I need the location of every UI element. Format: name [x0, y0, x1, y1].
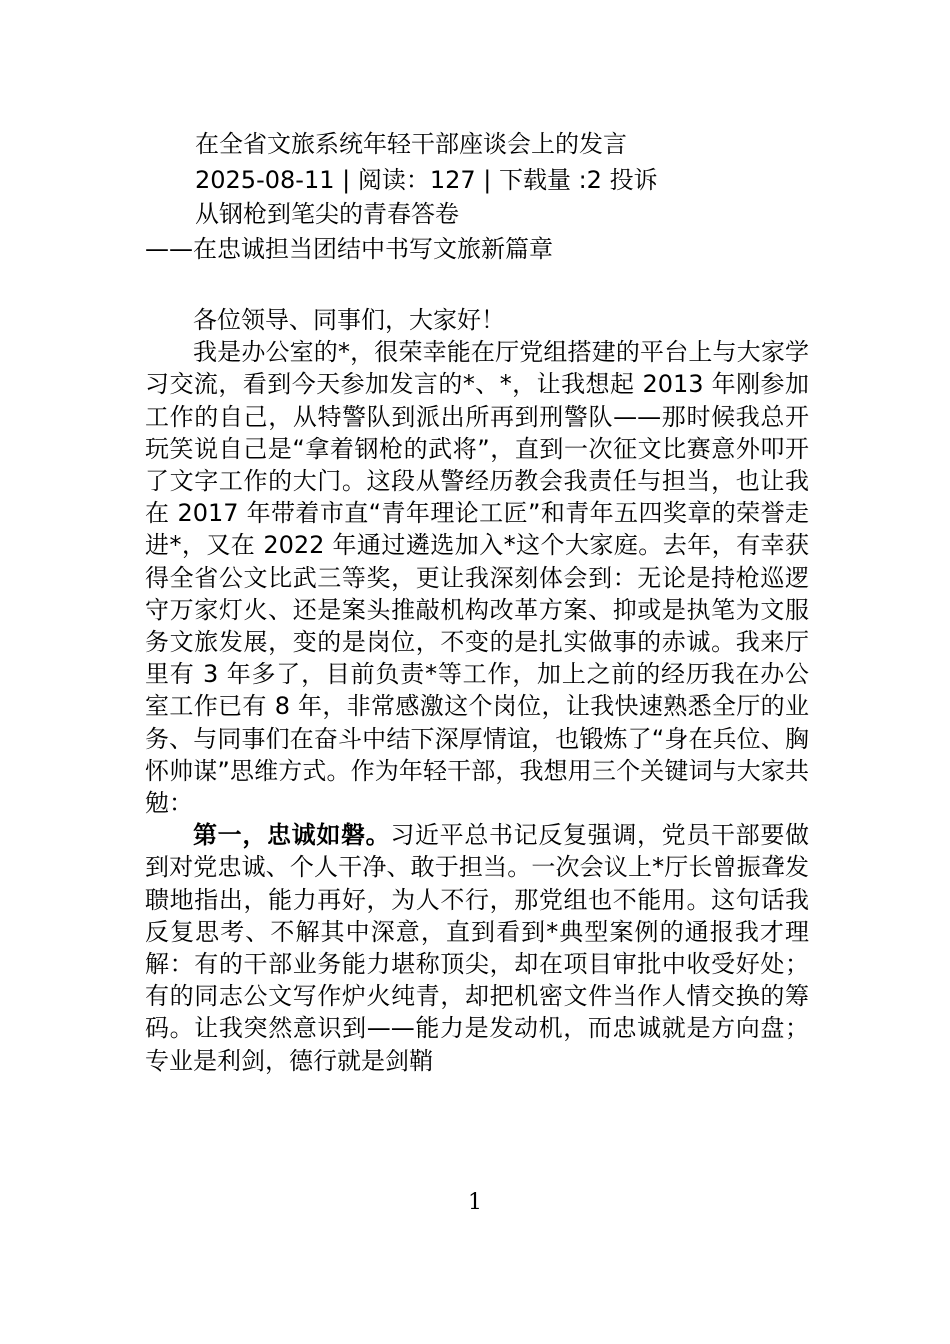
- paragraph-heading: 第一，忠诚如磐。: [193, 821, 391, 850]
- paragraph-text: 习近平总书记反复强调，党员干部要做到对党忠诚、个人干净、敢于担当。一次会议上*厅长曾振聋发聩地指出，能力再好，为人不行，那党组也不能用。这句话我反复思考、不解其中深意，直到看到*典型案例的通报我才理解：有的干部业务能力堪称顶尖，却在项目审批中收受好处；有的同志公文写作炉火纯青，却把机密文件当作人情交换的筹码。让我突然意识到——能力是发动机，而忠诚就是方向盘；专业是利剑，德行就是剑鞘: [145, 821, 810, 1075]
- paragraph-loyalty: [145, 819, 809, 1077]
- speech-body: [145, 304, 809, 1077]
- speech-title: 从钢枪到笔尖的青春答卷: [195, 200, 459, 228]
- greeting: 各位领导、同事们，大家好！: [193, 306, 505, 334]
- speech-subtitle: ——在忠诚担当团结中书写文旅新篇章: [145, 235, 553, 263]
- document-meta: 2025-08-11 | 阅读：127 | 下载量 :2 投诉: [195, 166, 658, 194]
- document-title: 在全省文旅系统年轻干部座谈会上的发言: [195, 130, 627, 158]
- paragraph-intro: 我是办公室的*，很荣幸能在厅党组搭建的平台上与大家学习交流，看到今天参加发言的*、*，让我想起 2013 年刚参加工作的自己，从特警队到派出所再到刑警队——那时候我总开玩笑说自己是“拿着钢枪的武将”，直到一次征文比赛意外叩开了文字工作的大门。这段从警经历教会我责任与担当，也让我在 2017 年带着市直“青年理论工匠”和青年五四奖章的荣誉走进*，又在 2022 年通过遴选加入*这个大家庭。去年，有幸获得全省公文比武三等奖，更让我深刻体会到：无论是持枪巡逻守万家灯火、还是案头推敲机构改革方案、抑或是执笔为文服务文旅发展，变的是岗位，不变的是扎实做事的赤诚。我来厅里有 3 年多了，目前负责*等工作，加上之前的经历我在办公室工作已有 8 年，非常感激这个岗位，让我快速熟悉全厅的业务、与同事们在奋斗中结下深厚情谊，也锻炼了“身在兵位、胸怀帅谋”思维方式。作为年轻干部，我想用三个关键词与大家共勉：: [145, 338, 809, 818]
- page-number: 1: [468, 1190, 482, 1215]
